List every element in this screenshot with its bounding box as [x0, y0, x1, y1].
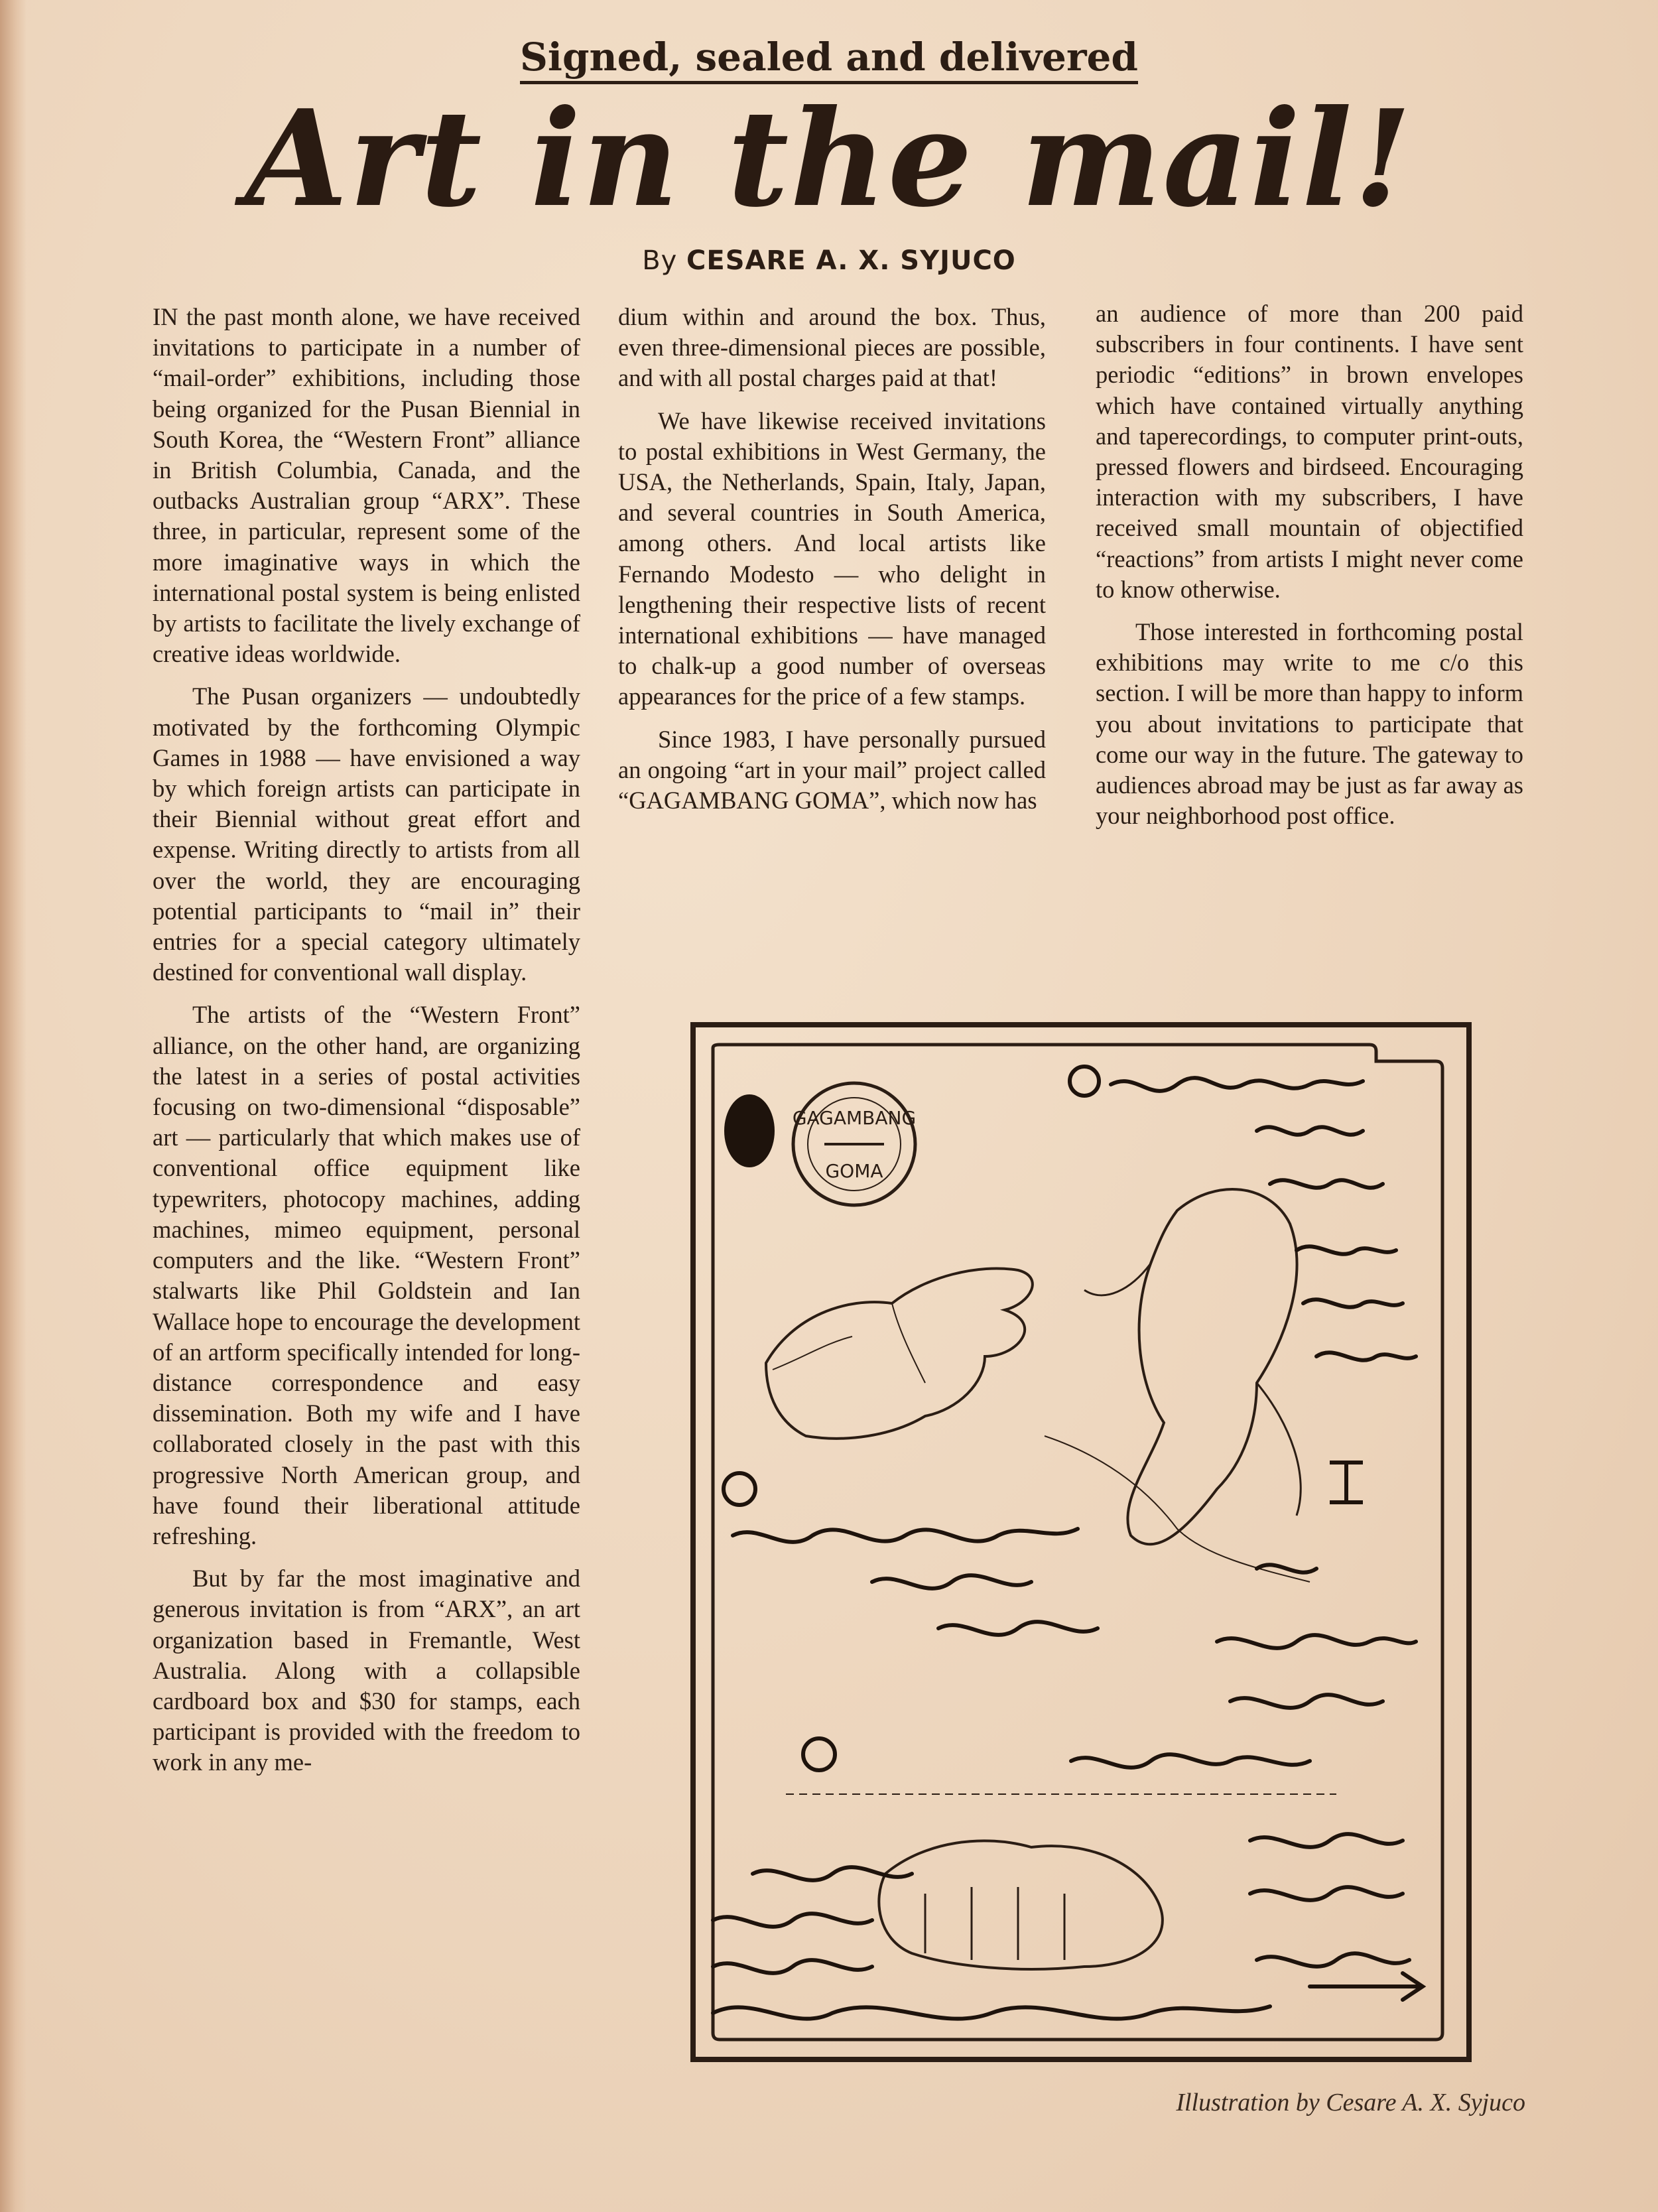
paragraph: The Pusan organizers — undoubtedly motivated by the forthcoming Olympic Games in 1988 — have envisioned a way by which foreign artists can participate in their Biennial without great effort and expense. Writing directly to artists from all over the world, they are encouraging potential participants to “mail in” their entries for a special category ultimately destined for conventional wall display. — [153, 683, 580, 986]
column-1 — [153, 302, 580, 1790]
thumbprint — [724, 1094, 775, 1167]
headline: Art in the mail! — [245, 81, 1413, 237]
kicker — [0, 34, 1658, 80]
column-3 — [1096, 298, 1523, 843]
stamp-top-text: GAGAMBANG — [792, 1107, 917, 1129]
paragraph: The artists of the “Western Front” alliance, on the other hand, are organizing the latest in a series of postal activities focusing on two-dimensional “disposable” art — particularly that which makes use of conventional office equipment like typewriters, photocopy machines, adding machines, mimeo equipment, personal computers and the like. “Western Front” stalwarts like Phil Goldstein and Ian Wallace hope to encourage the development of an artform specifically intended for long-distance correspondence and easy dissemination. Both my wife and I have collaborated closely in the past with this progressive North American group, and have found their liberational attitude refreshing. — [153, 1001, 580, 1549]
right-hand-sketch — [1127, 1189, 1297, 1544]
byline — [0, 245, 1658, 276]
illustration — [673, 1011, 1489, 2073]
illustration-drawing — [673, 1011, 1489, 2073]
byline-prefix: By — [642, 245, 678, 276]
stamp-bottom-text: GOMA — [825, 1160, 883, 1182]
left-hand-sketch — [766, 1268, 1033, 1438]
paragraph: Those interested in forthcoming postal exhibitions may write to me c/o this section. I will be more than happy to inform you about invitations to participate that come our way in the future. The gateway to audiences abroad may be just as far away as your neighborhood post office. — [1096, 618, 1523, 830]
paragraph: IN the past month alone, we have received invitations to participate in a number of “mail-order” exhibitions, including those being organized for the Pusan Biennial in South Korea, the “Western Front” alliance in British Columbia, Canada, and the outbacks Australian group “ARX”. These three, in particular, represent some of the more imaginative ways in which the international postal system is being enlisted by artists to facilitate the lively exchange of creative ideas worldwide. — [153, 303, 580, 668]
paragraph: dium within and around the box. Thus, even three-dimensional pieces are possible, and with all postal charges paid at that! — [618, 303, 1046, 392]
paragraph: Since 1983, I have personally pursued an ongoing “art in your mail” project called “GAGAMBANG GOMA”, which now has — [618, 725, 1046, 814]
handwritten-script — [713, 1078, 1423, 2019]
illustration-caption: Illustration by Cesare A. X. Syjuco — [1176, 2089, 1525, 2116]
page-edge-shadow — [0, 0, 27, 2212]
gagambang-stamp — [793, 1083, 916, 1205]
kicker-text: Signed, sealed and delivered — [520, 34, 1138, 84]
paragraph: But by far the most imaginative and generous invitation is from “ARX”, an art organization based in Fremantle, West Australia. Along with a collapsible cardboard box and $30 for stamps, each participant is provided with the freedom to work in any me- — [153, 1565, 580, 1776]
column-2 — [618, 302, 1046, 828]
illustration-frame — [693, 1025, 1469, 2059]
paragraph: an audience of more than 200 paid subscribers in four continents. I have sent periodic “editions” in brown envelopes which have contained virtually anything and taperecordings, to computer print-outs, pressed flowers and birdseed. Encouraging interaction with my subscribers, I have received small mountain of objectified “reactions” from artists I might never come to know otherwise. — [1096, 300, 1523, 603]
paragraph: We have likewise received invitations to postal exhibitions in West Germany, the USA, the Netherlands, Spain, Italy, Japan, and several countries in South America, among others. And local artists like Fernando Modesto — who delight in lengthening their respective lists of recent international exhibitions — have managed to chalk-up a good number of overseas appearances for the price of a few stamps. — [618, 407, 1046, 710]
bottom-hand-sketch — [879, 1841, 1163, 1969]
byline-name: CESARE A. X. SYJUCO — [686, 245, 1016, 276]
circled-markers — [724, 1067, 1363, 1770]
